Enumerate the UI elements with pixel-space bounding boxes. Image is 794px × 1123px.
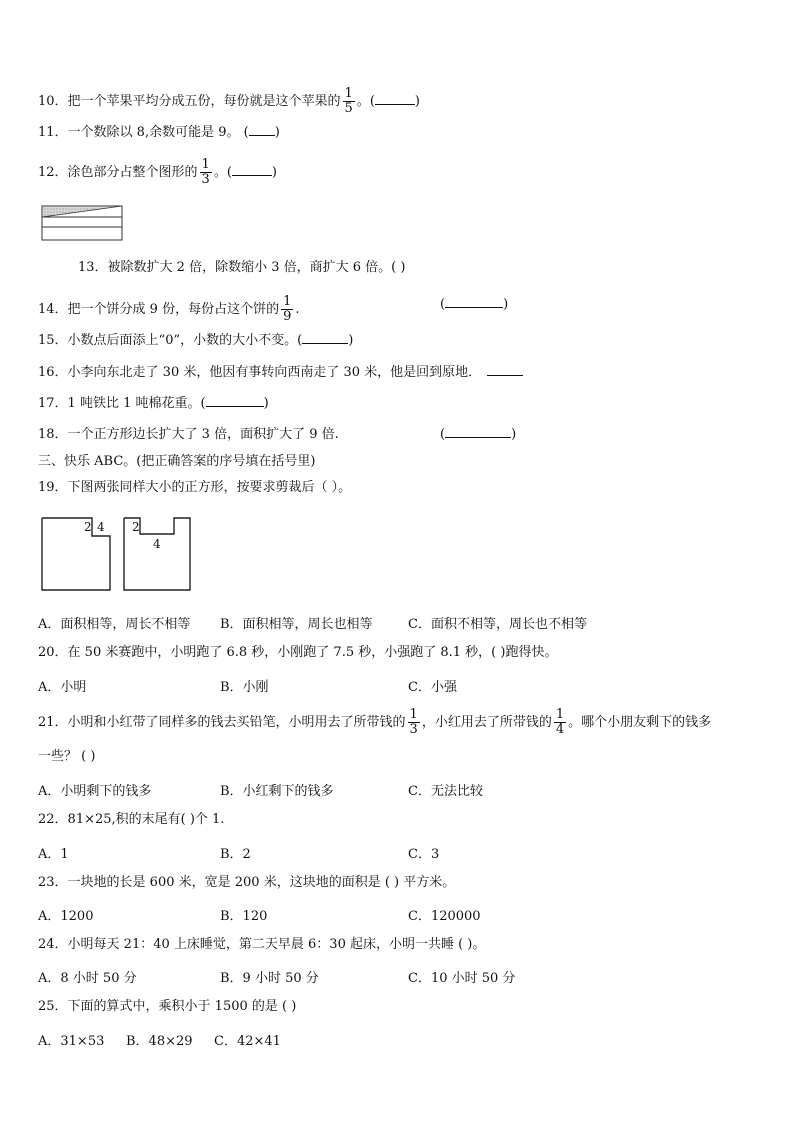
q24-option-a[interactable]: A．8 小时 50 分	[38, 971, 137, 986]
q25-option-a[interactable]: A．31×53	[38, 1034, 105, 1049]
question-18: 18．一个正方形边长扩大了 3 倍，面积扩大了 9 倍.	[38, 427, 339, 442]
q25-option-b[interactable]: B．48×29	[126, 1034, 193, 1049]
question-15: 15．小数点后面添上“0”，小数的大小不变。( )	[38, 333, 354, 348]
answer-blank[interactable]	[445, 437, 511, 438]
question-24: 24．小明每天 21：40 上床睡觉，第二天早晨 6：30 起床，小明一共睡 ( )。	[38, 937, 486, 952]
q22-option-c[interactable]: C．3	[408, 847, 440, 862]
q21-option-c[interactable]: C．无法比较	[408, 784, 483, 799]
q14-answer: ( )	[440, 297, 509, 312]
question-21: 21．小明和小红带了同样多的钱去买铅笔，小明用去了所带钱的 $\frac{1}{3}$ ，小红用去了所带钱的 $\frac{1}{4}$ 。哪个小朋友剩下的钱多	[38, 707, 712, 737]
q19-option-a[interactable]: A．面积相等，周长不相等	[38, 617, 191, 632]
fraction-one-fifth: $\frac{1}{5}$	[344, 86, 353, 116]
q21-option-a[interactable]: A．小明剩下的钱多	[38, 784, 152, 799]
answer-blank[interactable]	[445, 307, 503, 308]
fraction-one-third-b: $\frac{1}{3}$	[409, 707, 418, 737]
q22-option-b[interactable]: B．2	[220, 847, 251, 862]
answer-blank[interactable]	[302, 343, 348, 344]
cut-squares-figure	[40, 514, 200, 594]
q25-option-c[interactable]: C．42×41	[214, 1034, 281, 1049]
question-14: 14．把一个饼分成 9 份，每份占这个饼的 $\frac{1}{9}$ .	[38, 294, 300, 324]
question-20: 20．在 50 米赛跑中，小明跑了 6.8 秒，小刚跑了 7.5 秒，小强跑了 8.1 秒，( )跑得快。	[38, 645, 558, 660]
question-22: 22．81×25,积的末尾有( )个 1.	[38, 812, 225, 827]
answer-blank[interactable]	[487, 375, 523, 376]
answer-blank[interactable]	[375, 104, 415, 105]
fig-a-label-4: 4	[97, 520, 105, 534]
question-25: 25．下面的算式中，乘积小于 1500 的是 ( )	[38, 999, 297, 1014]
answer-blank[interactable]	[249, 135, 275, 136]
question-10: 10．把一个苹果平均分成五份，每份就是这个苹果的 $\frac{1}{5}$ 。( )	[38, 86, 420, 116]
question-13: 13．被除数扩大 2 倍，除数缩小 3 倍，商扩大 6 倍。( )	[78, 260, 406, 275]
question-23: 23．一块地的长是 600 米，宽是 200 米，这块地的面积是 ( ) 平方米。	[38, 875, 456, 890]
q23-option-a[interactable]: A．1200	[38, 909, 94, 924]
fraction-one-third: $\frac{1}{3}$	[201, 157, 210, 187]
q18-answer: ( )	[440, 427, 517, 442]
q19-option-c[interactable]: C．面积不相等，周长也不相等	[408, 617, 587, 632]
q21-option-b[interactable]: B．小红剩下的钱多	[220, 784, 334, 799]
answer-blank[interactable]	[232, 175, 272, 176]
q10-text: 10．把一个苹果平均分成五份，每份就是这个苹果的	[38, 94, 341, 109]
q24-option-c[interactable]: C．10 小时 50 分	[408, 971, 516, 986]
fraction-one-fourth: $\frac{1}{4}$	[555, 707, 565, 737]
question-11: 11．一个数除以 8,余数可能是 9。 ( )	[38, 125, 280, 140]
q19-option-b[interactable]: B．面积相等，周长也相等	[220, 617, 373, 632]
question-17: 17．1 吨铁比 1 吨棉花重。( )	[38, 396, 269, 411]
q20-option-c[interactable]: C．小强	[408, 680, 457, 695]
question-16: 16．小李向东北走了 30 米，他因有事转向西南走了 30 米，他是回到原地．	[38, 364, 523, 382]
fig-b-label-4: 4	[153, 537, 161, 551]
q23-option-b[interactable]: B．120	[220, 909, 268, 924]
fig-b-label-2: 2	[132, 520, 140, 534]
q20-option-b[interactable]: B．小刚	[220, 680, 269, 695]
q20-option-a[interactable]: A．小明	[38, 680, 87, 695]
fig-a-label-2: 2	[84, 520, 92, 534]
question-12: 12．涂色部分占整个图形的 $\frac{1}{3}$ 。( )	[38, 157, 277, 187]
q23-option-c[interactable]: C．120000	[408, 909, 481, 924]
question-19: 19．下图两张同样大小的正方形，按要求剪裁后（ ）。	[38, 480, 352, 495]
q24-option-b[interactable]: B．9 小时 50 分	[220, 971, 319, 986]
answer-blank[interactable]	[206, 406, 264, 407]
question-21-cont: 一些？ ( )	[38, 749, 96, 764]
section-3-heading: 三、快乐 ABC。(把正确答案的序号填在括号里)	[38, 454, 316, 469]
fraction-one-ninth: $\frac{1}{9}$	[283, 294, 292, 324]
q22-option-a[interactable]: A．1	[38, 847, 69, 862]
shaded-rectangle-figure	[41, 205, 123, 241]
